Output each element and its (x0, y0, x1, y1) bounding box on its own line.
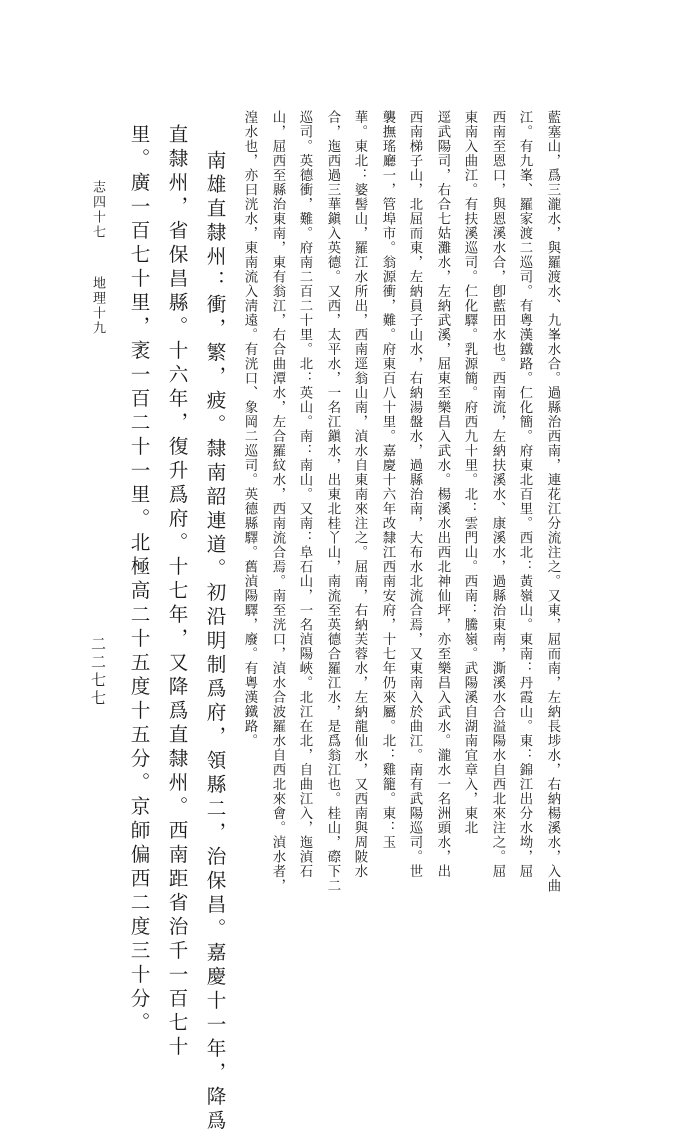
text-column-13: 南雄直隸州：衝，繁，疲。隸南韶連道。初沿明制爲府，領縣二，治保昌。嘉慶十一年，降爲 (203, 150, 226, 1134)
text-column-10: 巡司。英德衝，難。府南二百二十里。北：英山。南：南山。又南：阜石山，一名湞陽峽。北江在北，自曲江入，迤湞石 (297, 110, 312, 879)
text-column-7: 襲撫瑤廳一，管埠市。翁源衝，難。府東百八十里。嘉慶十六年改隸江西南安府，十七年仍來屬。北：雞籠。東：玉 (380, 110, 395, 850)
text-column-3: 西南至恩口，與恩溪水合，卽藍田水也。西南流，左納扶溪水、康溪水，過縣治東南，澌溪水合溢陽水自西北來注之。屈 (490, 110, 505, 879)
page-number: 二二七七 (89, 636, 107, 708)
text-column-11: 山，屈西至縣治東南，東有翁江，右合曲潭水，左合羅紋水，西南流合焉。南至洸口，湞水合波羅水自西北來會。湞水者， (270, 110, 285, 893)
text-column-15: 里。廣一百七十里，袤一百二十一里。北極高二十五度十五分。京師偏西二度三十分。 (127, 124, 150, 1036)
text-column-1: 藍塞山，爲三瀧水，與羅渡水、九峯水合。過縣治西南，連花江分流注之。又東，屈而南，左納長埗水，右納楊溪水，入曲 (545, 110, 560, 893)
text-column-6: 西南梯子山，北屈而東，左納員子山水，右納湯盤水，過縣治南，大布水北流合焉，又東南入於曲江。南有武陽巡司。世 (407, 110, 422, 879)
running-header-volume: 志四十七 (90, 180, 105, 240)
text-column-4: 東南入曲江。有扶溪巡司。仁化驛。乳源簡。府西九十里。北：雲門山。西南：騰嶺。武陽溪自湖南宜章入，東北 (462, 110, 477, 835)
text-column-9: 合，迤西過三華鎭入英德。又西，太平水，一名江鎭水，出東北桂丫山，南流至英德合羅江水，是爲翁江也。桂山，磜下二 (325, 110, 340, 893)
running-header-section: 地理十九 (90, 276, 105, 336)
text-column-2: 江。有九峯、羅家渡二巡司。有粵漢鐵路。仁化簡。府東北百里。西北：黃嶺山。東南：丹霞山。東：錦江出分水坳，屈 (517, 110, 532, 879)
text-column-8: 華。東北：婆髻山，羅江水所出，西南逕翁山南，湞水自東南來注之。屈南，右納芙蓉水，左納龍仙水，又西南與周陂水 (352, 110, 367, 879)
text-column-12: 湟水也，亦曰洸水，東南流入淸遠。有洸口、象岡二巡司。英德縣驛。舊湞陽驛，廢。有粵漢鐵路。 (242, 110, 257, 748)
text-column-14: 直隸州，省保昌縣。十六年，復升爲府。十七年，又降爲直隸州。西南距省治千一百七十 (165, 124, 188, 1060)
text-column-5: 逕武陽司，右合七姑灘水，左納武溪，屈東至樂昌入武水。楊溪水出西北神仙坪，亦至樂昌入武水。瀧水一名洲頭水，出 (435, 110, 450, 879)
